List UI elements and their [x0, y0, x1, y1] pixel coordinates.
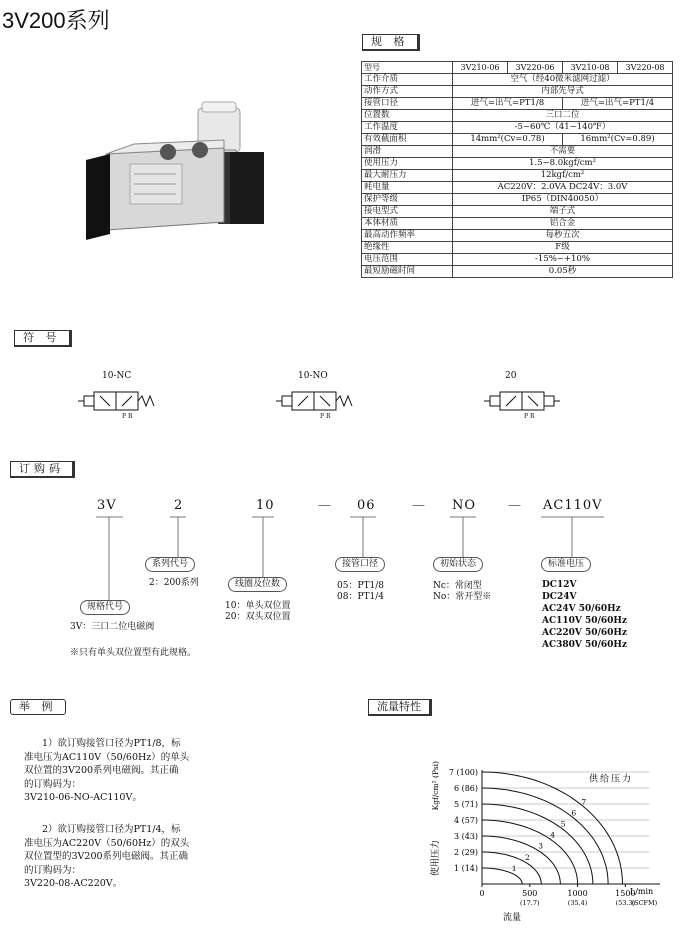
spec-key: 耗电量 [362, 182, 453, 194]
state-code-item: No：常开型※ [433, 592, 492, 602]
example-line: 1）欲订购接管口径为PT1/8，标 [42, 738, 181, 749]
spec-value: 进气=出气=PT1/8 [453, 98, 563, 110]
spec-value: 0.05秒 [453, 266, 673, 278]
spec-value: 进气=出气=PT1/4 [563, 98, 673, 110]
symbol-ports-10nc: P R [122, 413, 133, 420]
spec-value: 三口二位 [453, 110, 673, 122]
curve-label: 3 [538, 841, 544, 851]
spec-key: 最大耐压力 [362, 170, 453, 182]
x-axis-title: 流量 [502, 913, 522, 923]
x-tick-label-scfm: (35.4) [567, 899, 588, 907]
port-code-item: 05：PT1/8 [337, 581, 384, 591]
spec-code-desc: 3V：三口二位电磁阀 [70, 622, 155, 632]
spec-value: IP65（DIN40050） [453, 194, 673, 206]
order-code-series: 2 [174, 498, 184, 513]
spec-key: 工作温度 [362, 122, 453, 134]
spec-key: 电压范围 [362, 254, 453, 266]
coil-code-item: 10：单头双位置 [225, 601, 291, 611]
order-code-port: 06 [357, 498, 376, 513]
spec-value: 14mm²(Cv=0.78) [453, 134, 563, 146]
spec-key: 工作介质 [362, 74, 453, 86]
table-row [362, 134, 673, 146]
x-tick-label: 1000 [567, 889, 588, 898]
example-line: 的订购码为： [24, 778, 82, 790]
spec-table-header-row [362, 62, 673, 74]
order-code-dash: — [318, 498, 332, 513]
x-tick-label-scfm: (17.7) [520, 899, 540, 907]
table-row [362, 170, 673, 182]
example-line: 双位置型的3V200系列电磁阀。其正确 [24, 851, 189, 862]
flow-curve-7 [482, 772, 623, 884]
x-tick-label: 0 [479, 889, 485, 898]
curve-label: 1 [511, 863, 517, 873]
symbol-ports-20: P R [524, 413, 535, 420]
example-line: 2）欲订购接管口径为PT1/4，标 [42, 824, 181, 835]
symbol-ports-10no: P R [320, 413, 331, 420]
spec-table [361, 61, 673, 278]
voltage-item: DC12V [542, 580, 577, 590]
voltage-item: AC220V 50/60Hz [542, 628, 627, 638]
product-photo [72, 94, 292, 254]
port-code-label: 接管口径 [335, 557, 385, 572]
spec-header-cell: 3V210-08 [563, 62, 618, 74]
table-row [362, 146, 673, 158]
spec-key: 接电型式 [362, 206, 453, 218]
spec-value: 16mm²(Cv=0.89) [563, 134, 673, 146]
x-unit: L/min [629, 887, 654, 896]
example-line: 准电压为AC110V（50/60Hz）的单头 [24, 751, 190, 763]
spec-section-header: 规 格 [362, 34, 420, 51]
spec-value: 端子式 [453, 206, 673, 218]
order-code-dash: — [412, 498, 426, 513]
y-tick-label: 1 (14) [453, 864, 478, 873]
x-tick-label: 1500 [615, 889, 636, 898]
voltage-item: AC110V 50/60Hz [542, 616, 627, 626]
table-row [362, 74, 673, 86]
voltage-item: AC380V 50/60Hz [542, 640, 627, 650]
table-row [362, 206, 673, 218]
table-row [362, 110, 673, 122]
port-code-item: 08：PT1/4 [337, 592, 384, 602]
chart-title: 供给压力 [588, 774, 634, 785]
spec-value: AC220V：2.0VA DC24V：3.0V [453, 182, 673, 194]
curve-label: 4 [550, 830, 555, 840]
table-row [362, 266, 673, 278]
flow-section-header: 流量特性 [368, 699, 432, 716]
x-unit-scfm: (SCFM) [631, 899, 658, 907]
spec-key: 有效截面积 [362, 134, 453, 146]
table-row [362, 230, 673, 242]
spec-value: 12kgf/cm² [453, 170, 673, 182]
table-row [362, 182, 673, 194]
symbol-section-header: 符 号 [14, 330, 72, 347]
table-row [362, 218, 673, 230]
y-tick-label: 2 (29) [453, 848, 478, 857]
spec-key: 润滑 [362, 146, 453, 158]
voltage-item: AC24V 50/60Hz [542, 604, 621, 614]
example-1 [24, 737, 189, 805]
spec-key: 接管口径 [362, 98, 453, 110]
y-tick-label: 6 (86) [453, 784, 478, 793]
table-row [362, 122, 673, 134]
series-code-desc: 2：200系列 [149, 578, 199, 588]
order-code-dash: — [508, 498, 522, 513]
spec-key: 使用压力 [362, 158, 453, 170]
symbol-label-10nc: 10-NC [102, 371, 132, 381]
table-row [362, 86, 673, 98]
state-code-label: 初始状态 [433, 557, 483, 572]
example-line: 3V220-08-AC220V。 [24, 878, 123, 889]
coil-code-label: 线圈及位数 [228, 577, 287, 592]
coil-code-item: 20：双头双位置 [225, 612, 291, 622]
table-row [362, 98, 673, 110]
spec-value: 内部先导式 [453, 86, 673, 98]
curve-label: 5 [560, 819, 566, 829]
spec-value: F级 [453, 242, 673, 254]
order-code-voltage: AC110V [543, 498, 603, 513]
example-section-header: 举 例 [10, 699, 66, 715]
y-axis-unit: Kgf/cm² (Psi) [431, 761, 440, 811]
series-code-label: 系列代号 [145, 557, 195, 572]
spec-header-cell: 3V220-08 [618, 62, 673, 74]
y-tick-label: 3 (43) [453, 832, 478, 841]
valve-symbol-20-icon [480, 384, 564, 424]
spec-value: -15%~+10% [453, 254, 673, 266]
symbol-label-20: 20 [505, 371, 517, 381]
order-code-state: NO [452, 498, 477, 513]
example-line: 准电压为AC220V（50/60Hz）的双头 [24, 837, 190, 849]
order-code-prefix: 3V [97, 498, 117, 513]
example-line: 3V210-06-NO-AC110V。 [24, 792, 142, 803]
spec-key: 本体材质 [362, 218, 453, 230]
voltage-code-label: 标准电压 [541, 557, 591, 572]
example-line: 双位置的3V200系列电磁阀。其正确 [24, 765, 179, 776]
order-code-coil: 10 [256, 498, 275, 513]
valve-symbol-10nc-icon [76, 384, 160, 424]
y-tick-label: 4 (57) [453, 816, 478, 825]
symbol-label-10no: 10-NO [298, 371, 328, 381]
spec-value: 每秒五次 [453, 230, 673, 242]
spec-value: 不需要 [453, 146, 673, 158]
spec-value: 铝合金 [453, 218, 673, 230]
voltage-item: DC24V [542, 592, 577, 602]
x-tick-label: 500 [522, 889, 538, 898]
spec-value: 空气（经40微米滤网过滤） [453, 74, 673, 86]
state-code-item: Nc：常闭型 [433, 581, 482, 591]
curve-label: 2 [525, 852, 530, 862]
spec-value: -5~60℃（41~140℉） [453, 122, 673, 134]
table-row [362, 158, 673, 170]
example-2 [24, 823, 189, 891]
page-title: 3V200系列 [2, 8, 110, 33]
x-tick-label-scfm: (53.3) [615, 899, 636, 907]
valve-symbol-10no-icon [274, 384, 358, 424]
y-axis-title: 使用压力 [431, 839, 441, 876]
table-row [362, 254, 673, 266]
spec-key: 最高动作频率 [362, 230, 453, 242]
spec-key: 绝缘性 [362, 242, 453, 254]
spec-header-cell: 3V210-06 [453, 62, 508, 74]
spec-code-label: 规格代号 [80, 600, 130, 615]
spec-key: 动作方式 [362, 86, 453, 98]
flow-chart [420, 752, 678, 928]
order-section-header: 订购码 [10, 461, 75, 478]
spec-key: 最短励磁时间 [362, 266, 453, 278]
curve-label: 7 [581, 797, 587, 807]
table-row [362, 242, 673, 254]
spec-value: 1.5~8.0kgf/cm² [453, 158, 673, 170]
y-tick-label: 7 (100) [448, 768, 478, 777]
spec-header-cell: 3V220-06 [508, 62, 563, 74]
curve-label: 6 [571, 808, 577, 818]
order-note: ※只有单头双位置型有此规格。 [70, 648, 197, 658]
y-tick-label: 5 (71) [453, 800, 478, 809]
example-line: 的订购码为： [24, 864, 82, 876]
spec-header-model: 型号 [362, 62, 453, 74]
table-row [362, 194, 673, 206]
spec-key: 位置数 [362, 110, 453, 122]
spec-key: 保护等级 [362, 194, 453, 206]
